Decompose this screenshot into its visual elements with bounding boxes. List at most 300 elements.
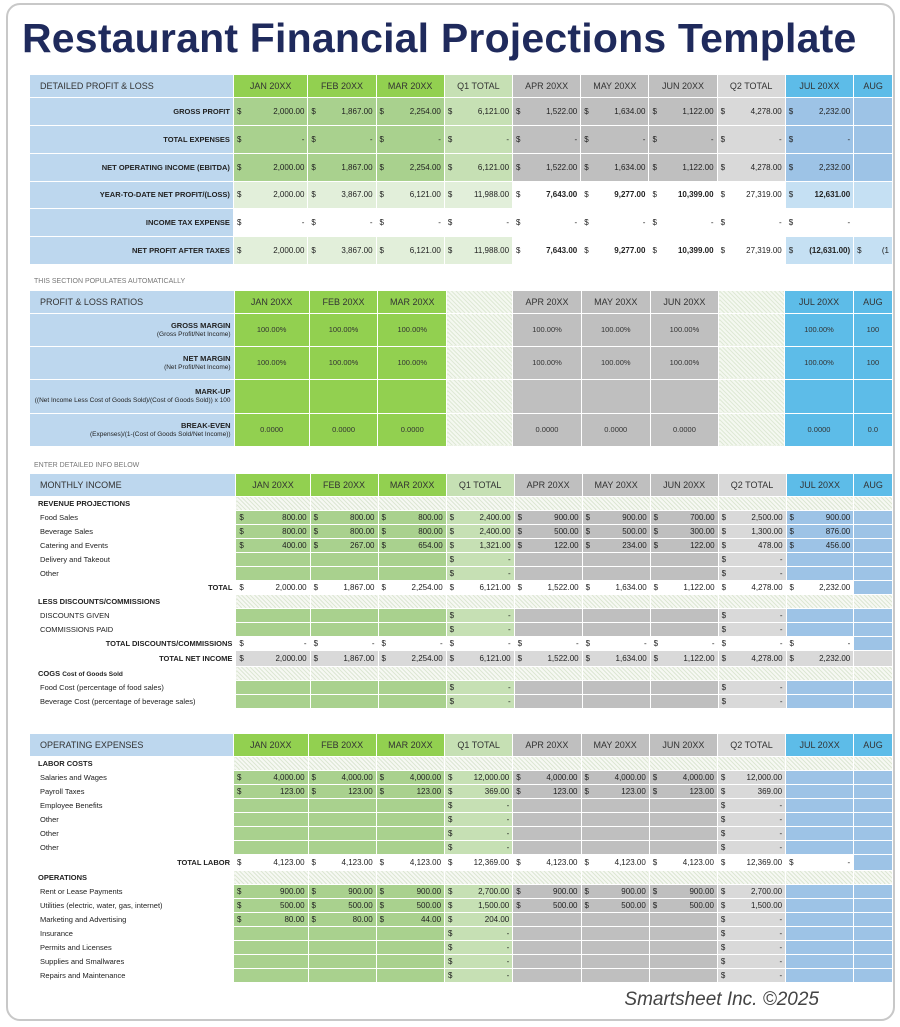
value-cell[interactable]	[650, 622, 718, 636]
value-cell[interactable]: $ 122.00	[514, 538, 582, 552]
value-cell[interactable]: $ 1,321.00	[446, 538, 514, 552]
value-cell[interactable]	[513, 912, 581, 926]
value-cell[interactable]: $ 6,121.00	[444, 153, 512, 181]
value-cell[interactable]: $ 80.00	[308, 912, 376, 926]
value-cell[interactable]	[854, 524, 893, 538]
value-cell[interactable]	[649, 812, 717, 826]
value-cell[interactable]: $ -	[785, 208, 853, 236]
value-cell[interactable]: $ 1,500.00	[717, 898, 785, 912]
value-cell[interactable]	[234, 954, 309, 968]
value-cell[interactable]: $ 1,634.00	[581, 97, 649, 125]
value-cell[interactable]: $ -	[718, 636, 786, 650]
value-cell[interactable]: $ 500.00	[581, 898, 649, 912]
value-cell[interactable]: $ 12,000.00	[717, 770, 785, 784]
value-cell[interactable]	[308, 826, 376, 840]
value-cell[interactable]: $ 800.00	[236, 524, 310, 538]
value-cell[interactable]: $ 2,000.00	[233, 97, 307, 125]
value-cell[interactable]	[649, 840, 717, 854]
value-cell[interactable]: $ -	[445, 940, 513, 954]
value-cell[interactable]: $ 6,121.00	[376, 181, 444, 208]
value-cell[interactable]: $ 478.00	[718, 538, 786, 552]
value-cell[interactable]	[854, 912, 893, 926]
value-cell[interactable]: $ 1,867.00	[308, 153, 376, 181]
value-cell[interactable]: $ 900.00	[308, 884, 376, 898]
value-cell[interactable]: $ 11,988.00	[444, 236, 512, 264]
value-cell[interactable]: $ -	[310, 636, 378, 650]
value-cell[interactable]	[513, 954, 581, 968]
value-cell[interactable]	[513, 968, 581, 982]
value-cell[interactable]: $ -	[717, 940, 785, 954]
value-cell[interactable]: $ 500.00	[513, 898, 581, 912]
value-cell[interactable]	[514, 608, 582, 622]
value-cell[interactable]	[854, 770, 893, 784]
value-cell[interactable]: $ 9,277.00	[581, 236, 649, 264]
value-cell[interactable]: $ 2,000.00	[233, 181, 307, 208]
value-cell[interactable]: $ 123.00	[308, 784, 376, 798]
value-cell[interactable]: $ 1,634.00	[582, 650, 650, 666]
value-cell[interactable]	[236, 622, 310, 636]
value-cell[interactable]: $ 123.00	[234, 784, 309, 798]
value-cell[interactable]: $ -	[718, 608, 786, 622]
value-cell[interactable]: $ -	[717, 926, 785, 940]
value-cell[interactable]: $ 12,369.00	[717, 854, 785, 870]
value-cell[interactable]: $ 2,254.00	[378, 650, 446, 666]
value-cell[interactable]	[786, 566, 854, 580]
value-cell[interactable]	[854, 854, 893, 870]
value-cell[interactable]	[854, 208, 893, 236]
value-cell[interactable]	[582, 608, 650, 622]
value-cell[interactable]: $ 2,700.00	[445, 884, 513, 898]
value-cell[interactable]: $ 500.00	[582, 524, 650, 538]
value-cell[interactable]: $ -	[445, 840, 513, 854]
value-cell[interactable]	[854, 153, 893, 181]
value-cell[interactable]: $ -	[718, 622, 786, 636]
value-cell[interactable]: $ 234.00	[582, 538, 650, 552]
value-cell[interactable]: $ 369.00	[445, 784, 513, 798]
value-cell[interactable]	[786, 608, 854, 622]
value-cell[interactable]: $ (12,631.00)	[785, 236, 853, 264]
value-cell[interactable]	[581, 940, 649, 954]
value-cell[interactable]	[786, 884, 854, 898]
value-cell[interactable]	[236, 566, 310, 580]
value-cell[interactable]: $ 267.00	[310, 538, 378, 552]
value-cell[interactable]: $ -	[650, 636, 718, 650]
value-cell[interactable]: $ 1,867.00	[310, 580, 378, 594]
value-cell[interactable]	[376, 926, 444, 940]
value-cell[interactable]: $ 1,522.00	[513, 153, 581, 181]
value-cell[interactable]: $ -	[717, 912, 785, 926]
value-cell[interactable]: $ 7,643.00	[513, 181, 581, 208]
value-cell[interactable]: $ 900.00	[234, 884, 309, 898]
value-cell[interactable]	[234, 812, 309, 826]
value-cell[interactable]: $ 80.00	[234, 912, 309, 926]
value-cell[interactable]: $ 1,122.00	[650, 650, 718, 666]
value-cell[interactable]	[786, 680, 854, 694]
value-cell[interactable]: $ -	[785, 125, 853, 153]
value-cell[interactable]: $ 900.00	[786, 510, 854, 524]
value-cell[interactable]	[581, 912, 649, 926]
value-cell[interactable]	[513, 940, 581, 954]
value-cell[interactable]: $ 500.00	[308, 898, 376, 912]
value-cell[interactable]: $ 654.00	[378, 538, 446, 552]
value-cell[interactable]: $ 900.00	[649, 884, 717, 898]
value-cell[interactable]	[376, 954, 444, 968]
value-cell[interactable]	[378, 694, 446, 708]
value-cell[interactable]	[582, 680, 650, 694]
value-cell[interactable]: $ -	[444, 208, 512, 236]
value-cell[interactable]: $ 2,254.00	[378, 580, 446, 594]
value-cell[interactable]	[236, 608, 310, 622]
value-cell[interactable]: $ 2,232.00	[785, 97, 853, 125]
value-cell[interactable]: $ 2,232.00	[786, 580, 854, 594]
value-cell[interactable]	[581, 840, 649, 854]
value-cell[interactable]	[513, 840, 581, 854]
value-cell[interactable]: $ -	[717, 125, 785, 153]
value-cell[interactable]: $ -	[581, 208, 649, 236]
value-cell[interactable]: $ 2,500.00	[718, 510, 786, 524]
value-cell[interactable]	[234, 968, 309, 982]
value-cell[interactable]: $ -	[717, 954, 785, 968]
value-cell[interactable]	[308, 812, 376, 826]
value-cell[interactable]: $ -	[446, 622, 514, 636]
value-cell[interactable]: $ -	[446, 694, 514, 708]
value-cell[interactable]: $ 27,319.00	[717, 236, 785, 264]
value-cell[interactable]: $ 876.00	[786, 524, 854, 538]
value-cell[interactable]: $ -	[718, 566, 786, 580]
value-cell[interactable]	[514, 694, 582, 708]
value-cell[interactable]	[786, 840, 854, 854]
value-cell[interactable]: $ 500.00	[514, 524, 582, 538]
value-cell[interactable]: $ -	[514, 636, 582, 650]
value-cell[interactable]	[310, 680, 378, 694]
value-cell[interactable]: $ 204.00	[445, 912, 513, 926]
value-cell[interactable]	[234, 798, 309, 812]
value-cell[interactable]: $ -	[513, 125, 581, 153]
value-cell[interactable]: $ 4,123.00	[513, 854, 581, 870]
value-cell[interactable]: $ 4,278.00	[718, 650, 786, 666]
value-cell[interactable]: $ 4,000.00	[581, 770, 649, 784]
value-cell[interactable]: $ -	[445, 826, 513, 840]
value-cell[interactable]	[854, 954, 893, 968]
value-cell[interactable]: $ 4,000.00	[513, 770, 581, 784]
value-cell[interactable]	[236, 694, 310, 708]
value-cell[interactable]	[308, 968, 376, 982]
value-cell[interactable]: $ 2,400.00	[446, 524, 514, 538]
value-cell[interactable]	[854, 940, 893, 954]
value-cell[interactable]: $ -	[786, 854, 854, 870]
value-cell[interactable]	[854, 798, 893, 812]
value-cell[interactable]: $ 800.00	[236, 510, 310, 524]
value-cell[interactable]	[854, 636, 893, 650]
value-cell[interactable]: $ 700.00	[650, 510, 718, 524]
value-cell[interactable]: $ -	[445, 798, 513, 812]
value-cell[interactable]	[854, 784, 893, 798]
value-cell[interactable]: $ 11,988.00	[444, 181, 512, 208]
value-cell[interactable]	[854, 680, 893, 694]
value-cell[interactable]: $ -	[649, 125, 717, 153]
value-cell[interactable]: $ 4,123.00	[581, 854, 649, 870]
value-cell[interactable]	[234, 840, 309, 854]
value-cell[interactable]	[786, 940, 854, 954]
value-cell[interactable]	[854, 552, 893, 566]
value-cell[interactable]: $ 500.00	[376, 898, 444, 912]
value-cell[interactable]: $ 4,278.00	[718, 580, 786, 594]
value-cell[interactable]	[786, 812, 854, 826]
value-cell[interactable]	[581, 812, 649, 826]
value-cell[interactable]: $ -	[649, 208, 717, 236]
value-cell[interactable]: $ 1,122.00	[649, 97, 717, 125]
value-cell[interactable]: $ 1,522.00	[514, 580, 582, 594]
value-cell[interactable]	[854, 622, 893, 636]
value-cell[interactable]	[786, 968, 854, 982]
value-cell[interactable]: $ -	[513, 208, 581, 236]
value-cell[interactable]: $ 800.00	[310, 524, 378, 538]
value-cell[interactable]: $ 2,254.00	[376, 153, 444, 181]
value-cell[interactable]: $ 2,000.00	[236, 580, 310, 594]
value-cell[interactable]	[376, 940, 444, 954]
value-cell[interactable]	[649, 912, 717, 926]
value-cell[interactable]	[236, 552, 310, 566]
value-cell[interactable]	[376, 798, 444, 812]
value-cell[interactable]: $ 1,522.00	[514, 650, 582, 666]
value-cell[interactable]: $ -	[446, 552, 514, 566]
value-cell[interactable]	[308, 940, 376, 954]
value-cell[interactable]	[650, 694, 718, 708]
value-cell[interactable]: $ 800.00	[310, 510, 378, 524]
value-cell[interactable]: $ 4,000.00	[376, 770, 444, 784]
value-cell[interactable]	[854, 926, 893, 940]
value-cell[interactable]	[581, 798, 649, 812]
value-cell[interactable]: $ -	[445, 926, 513, 940]
value-cell[interactable]	[582, 694, 650, 708]
value-cell[interactable]	[378, 680, 446, 694]
value-cell[interactable]	[513, 812, 581, 826]
value-cell[interactable]	[786, 694, 854, 708]
value-cell[interactable]: $ 4,278.00	[717, 153, 785, 181]
value-cell[interactable]: $ -	[236, 636, 310, 650]
value-cell[interactable]: $ 369.00	[717, 784, 785, 798]
value-cell[interactable]: $ 2,700.00	[717, 884, 785, 898]
value-cell[interactable]	[650, 566, 718, 580]
value-cell[interactable]	[308, 954, 376, 968]
value-cell[interactable]	[378, 566, 446, 580]
value-cell[interactable]	[854, 826, 893, 840]
value-cell[interactable]: $ 4,123.00	[376, 854, 444, 870]
value-cell[interactable]	[234, 826, 309, 840]
value-cell[interactable]	[854, 97, 893, 125]
value-cell[interactable]	[854, 898, 893, 912]
value-cell[interactable]: $ 10,399.00	[649, 236, 717, 264]
value-cell[interactable]: $ 300.00	[650, 524, 718, 538]
value-cell[interactable]	[376, 812, 444, 826]
value-cell[interactable]: $ -	[582, 636, 650, 650]
value-cell[interactable]: $ -	[717, 798, 785, 812]
value-cell[interactable]: $ 900.00	[582, 510, 650, 524]
value-cell[interactable]	[854, 125, 893, 153]
value-cell[interactable]: $ -	[308, 125, 376, 153]
value-cell[interactable]	[854, 884, 893, 898]
value-cell[interactable]: $ 7,643.00	[513, 236, 581, 264]
value-cell[interactable]: $ 4,000.00	[234, 770, 309, 784]
value-cell[interactable]: $ 400.00	[236, 538, 310, 552]
value-cell[interactable]: $ 1,867.00	[310, 650, 378, 666]
value-cell[interactable]	[786, 912, 854, 926]
value-cell[interactable]	[378, 552, 446, 566]
value-cell[interactable]	[854, 538, 893, 552]
value-cell[interactable]: $ 123.00	[513, 784, 581, 798]
value-cell[interactable]	[581, 954, 649, 968]
value-cell[interactable]: $ 12,369.00	[445, 854, 513, 870]
value-cell[interactable]	[650, 680, 718, 694]
value-cell[interactable]: $ 1,522.00	[513, 97, 581, 125]
value-cell[interactable]: $ 4,000.00	[308, 770, 376, 784]
value-cell[interactable]	[234, 926, 309, 940]
value-cell[interactable]: $ -	[446, 608, 514, 622]
value-cell[interactable]	[854, 650, 893, 666]
value-cell[interactable]	[234, 940, 309, 954]
value-cell[interactable]	[310, 694, 378, 708]
value-cell[interactable]: $ (1	[854, 236, 893, 264]
value-cell[interactable]: $ -	[308, 208, 376, 236]
value-cell[interactable]	[854, 812, 893, 826]
value-cell[interactable]: $ 500.00	[234, 898, 309, 912]
value-cell[interactable]	[786, 552, 854, 566]
value-cell[interactable]: $ 1,634.00	[582, 580, 650, 594]
value-cell[interactable]	[308, 926, 376, 940]
value-cell[interactable]: $ 27,319.00	[717, 181, 785, 208]
value-cell[interactable]	[513, 826, 581, 840]
value-cell[interactable]: $ 1,122.00	[650, 580, 718, 594]
value-cell[interactable]	[514, 622, 582, 636]
value-cell[interactable]: $ 900.00	[513, 884, 581, 898]
value-cell[interactable]	[650, 608, 718, 622]
value-cell[interactable]	[308, 798, 376, 812]
value-cell[interactable]: $ 3,867.00	[308, 181, 376, 208]
value-cell[interactable]: $ -	[445, 812, 513, 826]
value-cell[interactable]: $ -	[718, 694, 786, 708]
value-cell[interactable]	[513, 926, 581, 940]
value-cell[interactable]: $ -	[444, 125, 512, 153]
value-cell[interactable]: $ 4,123.00	[649, 854, 717, 870]
value-cell[interactable]	[582, 552, 650, 566]
value-cell[interactable]	[786, 770, 854, 784]
value-cell[interactable]: $ -	[378, 636, 446, 650]
value-cell[interactable]: $ -	[717, 840, 785, 854]
value-cell[interactable]: $ 456.00	[786, 538, 854, 552]
value-cell[interactable]	[854, 181, 893, 208]
value-cell[interactable]: $ 44.00	[376, 912, 444, 926]
value-cell[interactable]	[581, 826, 649, 840]
value-cell[interactable]: $ 6,121.00	[446, 580, 514, 594]
value-cell[interactable]: $ -	[376, 125, 444, 153]
value-cell[interactable]	[650, 552, 718, 566]
value-cell[interactable]	[310, 622, 378, 636]
value-cell[interactable]	[376, 968, 444, 982]
value-cell[interactable]: $ -	[718, 680, 786, 694]
value-cell[interactable]	[786, 926, 854, 940]
value-cell[interactable]: $ 6,121.00	[446, 650, 514, 666]
value-cell[interactable]	[581, 968, 649, 982]
value-cell[interactable]: $ 12,000.00	[445, 770, 513, 784]
value-cell[interactable]	[378, 608, 446, 622]
value-cell[interactable]: $ -	[233, 208, 307, 236]
value-cell[interactable]	[854, 968, 893, 982]
value-cell[interactable]	[854, 566, 893, 580]
value-cell[interactable]: $ 2,232.00	[785, 153, 853, 181]
value-cell[interactable]	[854, 608, 893, 622]
value-cell[interactable]	[236, 680, 310, 694]
value-cell[interactable]	[649, 798, 717, 812]
value-cell[interactable]	[649, 940, 717, 954]
value-cell[interactable]	[854, 840, 893, 854]
value-cell[interactable]: $ 1,634.00	[581, 153, 649, 181]
value-cell[interactable]	[786, 784, 854, 798]
value-cell[interactable]: $ 800.00	[378, 510, 446, 524]
value-cell[interactable]: $ 2,000.00	[233, 153, 307, 181]
value-cell[interactable]	[786, 954, 854, 968]
value-cell[interactable]: $ 1,500.00	[445, 898, 513, 912]
value-cell[interactable]: $ 900.00	[514, 510, 582, 524]
value-cell[interactable]: $ 900.00	[376, 884, 444, 898]
value-cell[interactable]: $ 2,254.00	[376, 97, 444, 125]
value-cell[interactable]: $ -	[718, 552, 786, 566]
value-cell[interactable]	[649, 968, 717, 982]
value-cell[interactable]: $ 4,278.00	[717, 97, 785, 125]
value-cell[interactable]	[649, 926, 717, 940]
value-cell[interactable]: $ 1,300.00	[718, 524, 786, 538]
value-cell[interactable]: $ 122.00	[650, 538, 718, 552]
value-cell[interactable]: $ -	[446, 636, 514, 650]
value-cell[interactable]	[649, 826, 717, 840]
value-cell[interactable]: $ -	[717, 812, 785, 826]
value-cell[interactable]: $ -	[446, 680, 514, 694]
value-cell[interactable]: $ 4,123.00	[308, 854, 376, 870]
value-cell[interactable]: $ 900.00	[581, 884, 649, 898]
value-cell[interactable]: $ 500.00	[649, 898, 717, 912]
value-cell[interactable]	[376, 826, 444, 840]
value-cell[interactable]	[376, 840, 444, 854]
value-cell[interactable]: $ 3,867.00	[308, 236, 376, 264]
value-cell[interactable]	[786, 898, 854, 912]
value-cell[interactable]: $ -	[717, 968, 785, 982]
value-cell[interactable]: $ 1,867.00	[308, 97, 376, 125]
value-cell[interactable]: $ 123.00	[649, 784, 717, 798]
value-cell[interactable]: $ 2,232.00	[786, 650, 854, 666]
value-cell[interactable]: $ -	[446, 566, 514, 580]
value-cell[interactable]	[310, 608, 378, 622]
value-cell[interactable]	[378, 622, 446, 636]
value-cell[interactable]: $ -	[376, 208, 444, 236]
value-cell[interactable]: $ 123.00	[581, 784, 649, 798]
value-cell[interactable]: $ -	[445, 954, 513, 968]
value-cell[interactable]: $ 2,400.00	[446, 510, 514, 524]
value-cell[interactable]	[514, 552, 582, 566]
value-cell[interactable]: $ -	[717, 208, 785, 236]
value-cell[interactable]	[514, 566, 582, 580]
value-cell[interactable]	[582, 622, 650, 636]
value-cell[interactable]	[308, 840, 376, 854]
value-cell[interactable]: $ 4,000.00	[649, 770, 717, 784]
value-cell[interactable]: $ 123.00	[376, 784, 444, 798]
value-cell[interactable]: $ -	[445, 968, 513, 982]
value-cell[interactable]	[310, 552, 378, 566]
value-cell[interactable]: $ -	[581, 125, 649, 153]
value-cell[interactable]: $ 2,000.00	[236, 650, 310, 666]
value-cell[interactable]	[854, 694, 893, 708]
value-cell[interactable]	[310, 566, 378, 580]
value-cell[interactable]: $ 9,277.00	[581, 181, 649, 208]
value-cell[interactable]	[786, 622, 854, 636]
